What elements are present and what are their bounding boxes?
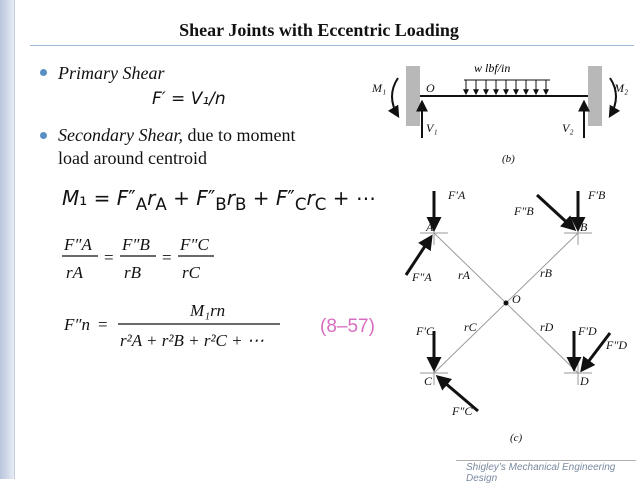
radius-rd: rD — [540, 320, 554, 334]
point-a: A — [426, 220, 434, 234]
secondary-shear-text: due to moment — [182, 125, 296, 145]
label-v2: V₂ — [562, 121, 574, 135]
load-label: w lbf/in — [474, 61, 511, 75]
label-m2: M₂ — [614, 81, 629, 95]
label-o: O — [426, 81, 435, 95]
svg-text:=: = — [104, 248, 114, 267]
bullet-dot — [40, 69, 47, 76]
footer-text: Shigley’s Mechanical Engineering Design — [466, 462, 616, 484]
equation-ratios — [60, 230, 220, 290]
slide-side-bar — [0, 0, 14, 479]
bullet-secondary-shear-line2: load around centroid — [58, 148, 207, 168]
force-fa-primary: F′A — [448, 188, 466, 202]
bullet-secondary-shear — [58, 123, 295, 147]
ratio-num-b: F″B — [122, 235, 150, 254]
equation-fn — [60, 296, 290, 356]
distributed-load — [464, 80, 550, 94]
title-rule — [30, 45, 634, 46]
primary-forces — [434, 191, 578, 369]
svg-text:=: = — [98, 315, 108, 334]
equation-number: (8–57) — [320, 316, 375, 337]
fn-numerator: M₁rn — [190, 301, 226, 320]
radius-rc: rC — [464, 320, 477, 334]
right-wall — [588, 66, 602, 126]
fn-denominator: r²A + r²B + r²C + ⋯ — [120, 331, 264, 350]
point-c: C — [424, 374, 433, 388]
force-fb-primary: F′B — [588, 188, 606, 202]
force-fd-secondary: F″D — [606, 338, 627, 352]
point-o: O — [512, 292, 521, 306]
centroid-o — [504, 301, 509, 306]
force-fa-secondary: F″A — [412, 270, 432, 284]
force-fc-secondary: F″C — [452, 404, 473, 418]
bullet-dot — [40, 132, 47, 139]
equation-moment: $M_1 = F''_Ar_A + F''_Br_B + F''_Cr_C$ + ⋯ — [62, 186, 376, 214]
ratio-num-a: F″A — [64, 235, 92, 254]
ratio-den-a: rA — [66, 263, 83, 282]
radius-rb: rB — [540, 266, 552, 280]
caption-b: (b) — [502, 153, 515, 165]
fn-lhs: F″n — [64, 315, 90, 334]
moment-m1-arrow — [392, 78, 398, 116]
equation-primary-shear: F′ = V₁/n — [152, 89, 226, 109]
point-d: D — [580, 374, 589, 388]
force-fd-primary: F′D — [578, 324, 597, 338]
ratio-den-c: rC — [182, 263, 200, 282]
slide-title: Shear Joints with Eccentric Loading — [179, 20, 459, 40]
left-wall — [406, 66, 420, 126]
label-m1: M₁ — [372, 81, 387, 95]
figure-b-beam — [362, 58, 634, 168]
figure-c-bolt-group — [392, 185, 632, 450]
slide-side-line — [14, 0, 15, 479]
ratio-num-c: F″C — [180, 235, 209, 254]
bullet-primary-shear: Primary Shear — [58, 63, 165, 83]
label-v1: V₁ — [426, 121, 438, 135]
point-b: B — [580, 220, 588, 234]
caption-c: (c) — [510, 432, 523, 444]
svg-text:=: = — [162, 248, 172, 267]
secondary-shear-term: Secondary Shear, — [58, 125, 183, 145]
radius-ra: rA — [458, 268, 470, 282]
force-fc-primary: F′C — [416, 324, 434, 338]
ratio-den-b: rB — [124, 263, 141, 282]
force-fb-secondary: F″B — [514, 204, 534, 218]
footer-rule — [456, 460, 636, 461]
